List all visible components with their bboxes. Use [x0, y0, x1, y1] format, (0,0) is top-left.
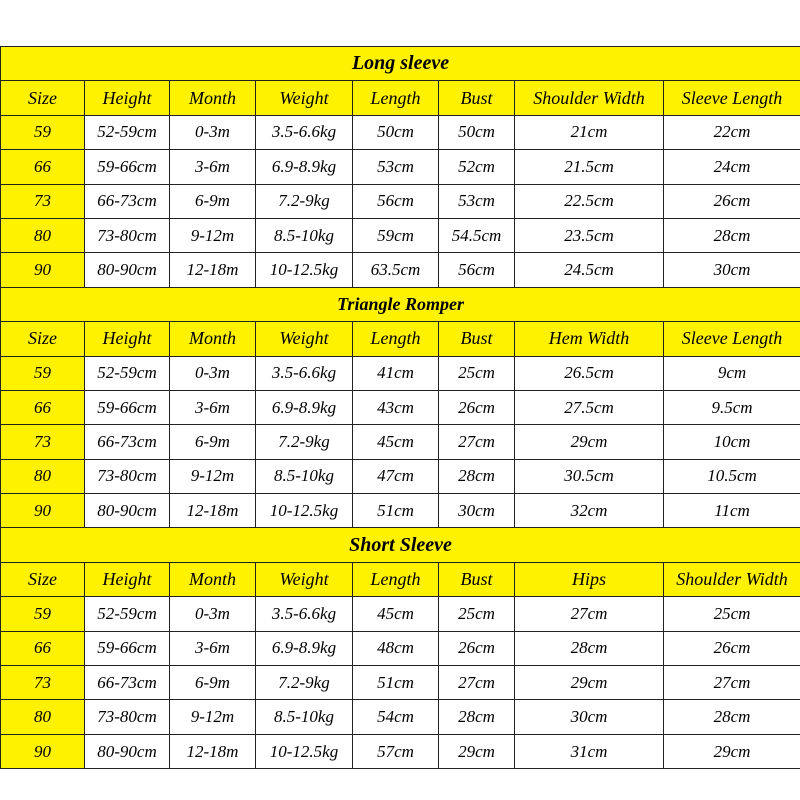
table-cell-shoulder-width: 24.5cm — [515, 253, 664, 287]
table-cell-hips: 29cm — [515, 666, 664, 700]
table-cell-shoulder-width: 29cm — [664, 734, 800, 768]
size-cell: 90 — [1, 494, 85, 528]
table-cell-length: 59cm — [353, 218, 439, 252]
table-cell-height: 73-80cm — [85, 700, 170, 734]
table-cell-month: 12-18m — [170, 494, 256, 528]
table-cell-sleeve-length: 28cm — [664, 218, 800, 252]
table-cell-shoulder-width: 21.5cm — [515, 150, 664, 184]
table-cell-shoulder-width: 26cm — [664, 631, 800, 665]
table-cell-sleeve-length: 11cm — [664, 494, 800, 528]
table-cell-hem-width: 30.5cm — [515, 459, 664, 493]
table-cell-weight: 8.5-10kg — [256, 459, 353, 493]
size-cell: 73 — [1, 184, 85, 218]
column-header-row — [1, 81, 800, 115]
table-cell-height: 66-73cm — [85, 666, 170, 700]
table-cell-bust: 26cm — [439, 390, 515, 424]
table-cell-weight: 6.9-8.9kg — [256, 150, 353, 184]
table-cell-bust: 27cm — [439, 425, 515, 459]
table-cell-length: 45cm — [353, 425, 439, 459]
table-row — [1, 390, 800, 424]
table-cell-length: 56cm — [353, 184, 439, 218]
table-row — [1, 218, 800, 252]
table-cell-height: 59-66cm — [85, 631, 170, 665]
size-cell: 59 — [1, 597, 85, 631]
table-cell-length: 50cm — [353, 115, 439, 149]
table-cell-length: 51cm — [353, 494, 439, 528]
table-cell-height: 80-90cm — [85, 734, 170, 768]
column-header-length: Length — [353, 81, 439, 115]
table-cell-length: 41cm — [353, 356, 439, 390]
table-cell-sleeve-length: 9.5cm — [664, 390, 800, 424]
table-cell-height: 73-80cm — [85, 218, 170, 252]
table-row — [1, 459, 800, 493]
table-cell-length: 63.5cm — [353, 253, 439, 287]
column-header-length: Length — [353, 562, 439, 596]
table-cell-hips: 31cm — [515, 734, 664, 768]
table-row — [1, 700, 800, 734]
table-cell-weight: 3.5-6.6kg — [256, 356, 353, 390]
table-row — [1, 184, 800, 218]
table-cell-shoulder-width: 27cm — [664, 666, 800, 700]
size-cell: 59 — [1, 115, 85, 149]
table-cell-sleeve-length: 22cm — [664, 115, 800, 149]
column-header-size: Size — [1, 322, 85, 356]
table-cell-weight: 10-12.5kg — [256, 734, 353, 768]
table-cell-weight: 7.2-9kg — [256, 425, 353, 459]
table-cell-weight: 6.9-8.9kg — [256, 631, 353, 665]
section-title-row — [1, 47, 800, 81]
table-cell-bust: 27cm — [439, 666, 515, 700]
column-header-row — [1, 562, 800, 596]
table-cell-bust: 30cm — [439, 494, 515, 528]
table-cell-shoulder-width: 21cm — [515, 115, 664, 149]
size-cell: 80 — [1, 459, 85, 493]
table-cell-sleeve-length: 26cm — [664, 184, 800, 218]
table-cell-length: 51cm — [353, 666, 439, 700]
size-cell: 66 — [1, 150, 85, 184]
table-cell-height: 73-80cm — [85, 459, 170, 493]
table-cell-bust: 52cm — [439, 150, 515, 184]
table-row — [1, 597, 800, 631]
table-row — [1, 253, 800, 287]
table-cell-sleeve-length: 10cm — [664, 425, 800, 459]
size-cell: 80 — [1, 700, 85, 734]
column-header-month: Month — [170, 81, 256, 115]
size-cell: 59 — [1, 356, 85, 390]
table-cell-bust: 26cm — [439, 631, 515, 665]
column-header-hem-width: Hem Width — [515, 322, 664, 356]
table-cell-height: 59-66cm — [85, 390, 170, 424]
column-header-month: Month — [170, 322, 256, 356]
table-cell-weight: 10-12.5kg — [256, 494, 353, 528]
table-cell-bust: 25cm — [439, 597, 515, 631]
size-chart-table — [0, 46, 800, 769]
table-cell-height: 66-73cm — [85, 425, 170, 459]
table-cell-hem-width: 29cm — [515, 425, 664, 459]
table-row — [1, 734, 800, 768]
table-cell-month: 6-9m — [170, 184, 256, 218]
table-cell-month: 0-3m — [170, 597, 256, 631]
column-header-bust: Bust — [439, 562, 515, 596]
table-cell-weight: 7.2-9kg — [256, 184, 353, 218]
table-row — [1, 631, 800, 665]
size-cell: 66 — [1, 631, 85, 665]
column-header-row — [1, 322, 800, 356]
table-cell-month: 6-9m — [170, 666, 256, 700]
size-cell: 73 — [1, 425, 85, 459]
table-cell-month: 3-6m — [170, 150, 256, 184]
table-cell-weight: 3.5-6.6kg — [256, 115, 353, 149]
table-cell-shoulder-width: 25cm — [664, 597, 800, 631]
column-header-size: Size — [1, 81, 85, 115]
table-row — [1, 425, 800, 459]
column-header-height: Height — [85, 562, 170, 596]
table-cell-weight: 10-12.5kg — [256, 253, 353, 287]
table-cell-month: 9-12m — [170, 459, 256, 493]
table-cell-month: 9-12m — [170, 700, 256, 734]
column-header-shoulder-width: Shoulder Width — [515, 81, 664, 115]
table-cell-height: 80-90cm — [85, 253, 170, 287]
table-cell-bust: 50cm — [439, 115, 515, 149]
table-row — [1, 150, 800, 184]
table-cell-height: 52-59cm — [85, 115, 170, 149]
table-cell-month: 3-6m — [170, 631, 256, 665]
section-title-short-sleeve: Short Sleeve — [1, 528, 800, 562]
table-cell-height: 52-59cm — [85, 597, 170, 631]
table-cell-weight: 6.9-8.9kg — [256, 390, 353, 424]
table-cell-month: 0-3m — [170, 356, 256, 390]
table-cell-hem-width: 32cm — [515, 494, 664, 528]
table-cell-height: 80-90cm — [85, 494, 170, 528]
table-cell-weight: 8.5-10kg — [256, 700, 353, 734]
table-cell-bust: 56cm — [439, 253, 515, 287]
table-cell-length: 53cm — [353, 150, 439, 184]
column-header-height: Height — [85, 322, 170, 356]
table-cell-shoulder-width: 22.5cm — [515, 184, 664, 218]
table-cell-month: 9-12m — [170, 218, 256, 252]
section-title-long-sleeve: Long sleeve — [1, 47, 800, 81]
table-cell-height: 66-73cm — [85, 184, 170, 218]
table-row — [1, 666, 800, 700]
table-cell-shoulder-width: 23.5cm — [515, 218, 664, 252]
table-cell-hips: 27cm — [515, 597, 664, 631]
column-header-weight: Weight — [256, 562, 353, 596]
column-header-height: Height — [85, 81, 170, 115]
table-cell-sleeve-length: 10.5cm — [664, 459, 800, 493]
size-cell: 90 — [1, 734, 85, 768]
table-cell-length: 57cm — [353, 734, 439, 768]
table-cell-weight: 7.2-9kg — [256, 666, 353, 700]
table-cell-length: 54cm — [353, 700, 439, 734]
table-cell-height: 52-59cm — [85, 356, 170, 390]
column-header-hips: Hips — [515, 562, 664, 596]
table-row — [1, 494, 800, 528]
table-cell-length: 43cm — [353, 390, 439, 424]
column-header-sleeve-length: Sleeve Length — [664, 81, 800, 115]
table-row — [1, 115, 800, 149]
table-cell-hips: 30cm — [515, 700, 664, 734]
table-cell-bust: 25cm — [439, 356, 515, 390]
column-header-shoulder-width: Shoulder Width — [664, 562, 800, 596]
section-title-row — [1, 528, 800, 562]
table-cell-hem-width: 27.5cm — [515, 390, 664, 424]
table-cell-bust: 29cm — [439, 734, 515, 768]
table-cell-hem-width: 26.5cm — [515, 356, 664, 390]
table-cell-hips: 28cm — [515, 631, 664, 665]
table-cell-length: 47cm — [353, 459, 439, 493]
column-header-length: Length — [353, 322, 439, 356]
table-cell-bust: 54.5cm — [439, 218, 515, 252]
table-cell-bust: 53cm — [439, 184, 515, 218]
size-cell: 66 — [1, 390, 85, 424]
column-header-weight: Weight — [256, 322, 353, 356]
column-header-bust: Bust — [439, 322, 515, 356]
table-cell-bust: 28cm — [439, 459, 515, 493]
table-cell-sleeve-length: 9cm — [664, 356, 800, 390]
table-cell-month: 6-9m — [170, 425, 256, 459]
section-title-triangle-romper: Triangle Romper — [1, 287, 800, 321]
table-cell-shoulder-width: 28cm — [664, 700, 800, 734]
table-cell-month: 12-18m — [170, 734, 256, 768]
size-cell: 80 — [1, 218, 85, 252]
table-row — [1, 356, 800, 390]
column-header-weight: Weight — [256, 81, 353, 115]
table-cell-weight: 8.5-10kg — [256, 218, 353, 252]
table-cell-month: 3-6m — [170, 390, 256, 424]
table-cell-sleeve-length: 24cm — [664, 150, 800, 184]
column-header-size: Size — [1, 562, 85, 596]
column-header-month: Month — [170, 562, 256, 596]
table-cell-bust: 28cm — [439, 700, 515, 734]
section-title-row — [1, 287, 800, 321]
table-cell-month: 12-18m — [170, 253, 256, 287]
table-cell-month: 0-3m — [170, 115, 256, 149]
table-cell-length: 45cm — [353, 597, 439, 631]
column-header-sleeve-length: Sleeve Length — [664, 322, 800, 356]
table-cell-sleeve-length: 30cm — [664, 253, 800, 287]
table-cell-height: 59-66cm — [85, 150, 170, 184]
size-cell: 90 — [1, 253, 85, 287]
size-cell: 73 — [1, 666, 85, 700]
column-header-bust: Bust — [439, 81, 515, 115]
table-cell-length: 48cm — [353, 631, 439, 665]
table-cell-weight: 3.5-6.6kg — [256, 597, 353, 631]
